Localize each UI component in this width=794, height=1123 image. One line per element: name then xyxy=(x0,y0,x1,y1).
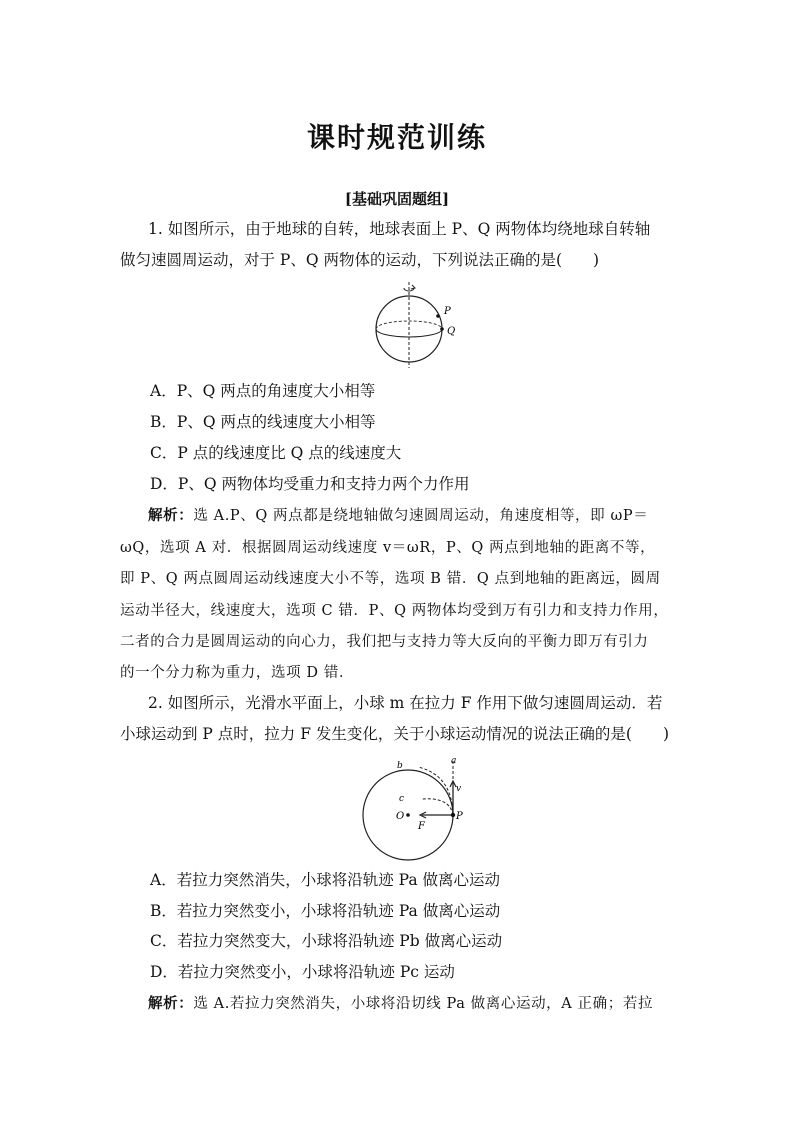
section-heading: [基础巩固题组] xyxy=(344,190,450,208)
label-o: O xyxy=(396,811,405,822)
q1-analysis-line-6: 的一个分力称为重力，选项 D 错． xyxy=(120,665,355,681)
q2-option-d: D．若拉力突然变小，小球将沿轨迹 Pc 运动 xyxy=(150,963,455,981)
q1-option-c: C．P 点的线速度比 Q 点的线速度大 xyxy=(150,444,402,462)
q1-text-line-1: 1. 如图所示，由于地球的自转，地球表面上 P、Q 两物体均绕地球自转轴 xyxy=(148,220,651,238)
point-p xyxy=(436,314,440,318)
label-v: v xyxy=(456,784,462,794)
q2-option-c: C．若拉力突然变大，小球将沿轨迹 Pb 做离心运动 xyxy=(150,932,503,950)
q1-analysis-line-1 xyxy=(148,505,648,527)
label-q: Q xyxy=(447,326,456,337)
path-pc xyxy=(422,799,453,815)
q1-option-a: A．P、Q 两点的角速度大小相等 xyxy=(150,382,376,400)
page-title: 课时规范训练 xyxy=(306,121,487,154)
q2-text-line-2: 小球运动到 P 点时，拉力 F 发生变化，关于小球运动情况的说法正确的是( ) xyxy=(120,725,669,743)
q2-circular-motion-figure xyxy=(360,753,470,865)
q2-option-a: A．若拉力突然消失，小球将沿轨迹 Pa 做离心运动 xyxy=(150,871,501,889)
analysis-text: 选 A.若拉力突然消失，小球将沿切线 Pa 做离心运动，A 正确；若拉 xyxy=(193,996,654,1012)
analysis-text: 选 A.P、Q 两点都是绕地轴做匀速圆周运动，角速度相等，即 ωP＝ xyxy=(193,508,649,524)
ball-p xyxy=(451,813,455,817)
q2-text-line-1: 2. 如图所示，光滑水平面上，小球 m 在拉力 F 作用下做匀速圆周运动．若 xyxy=(148,694,663,712)
q1-analysis-line-5: 二者的合力是圆周运动的向心力，我们把与支持力等大反向的平衡力即万有引力 xyxy=(120,634,649,650)
label-a: a xyxy=(451,756,457,766)
label-f: F xyxy=(418,821,425,832)
label-p2: P xyxy=(456,811,463,822)
q2-option-b: B．若拉力突然变小，小球将沿轨迹 Pa 做离心运动 xyxy=(150,902,501,920)
q1-analysis-line-4: 运动半径大，线速度大，选项 C 错．P、Q 两物体均受到万有引力和支持力作用， xyxy=(120,603,669,619)
point-q xyxy=(440,327,444,331)
label-p: P xyxy=(444,306,451,317)
analysis-label: 解析： xyxy=(148,507,194,524)
q1-option-d: D．P、Q 两物体均受重力和支持力两个力作用 xyxy=(150,475,470,493)
center-o xyxy=(406,813,410,817)
q1-earth-figure xyxy=(362,280,462,372)
q1-analysis-line-2: ωQ，选项 A 对．根据圆周运动线速度 v＝ωR，P、Q 两点到地轴的距离不等， xyxy=(120,540,656,556)
label-b: b xyxy=(397,761,403,771)
q2-analysis-line-1 xyxy=(148,993,653,1015)
path-pb xyxy=(418,767,453,815)
q1-text-line-2: 做匀速圆周运动，对于 P、Q 两物体的运动，下列说法正确的是( ) xyxy=(120,251,600,269)
q1-analysis-line-3: 即 P、Q 两点圆周运动线速度大小不等，选项 B 错．Q 点到地轴的距离远，圆周 xyxy=(120,571,661,587)
label-c: c xyxy=(399,794,405,804)
q1-option-b: B．P、Q 两点的线速度大小相等 xyxy=(150,413,376,431)
analysis-label: 解析： xyxy=(148,995,194,1012)
